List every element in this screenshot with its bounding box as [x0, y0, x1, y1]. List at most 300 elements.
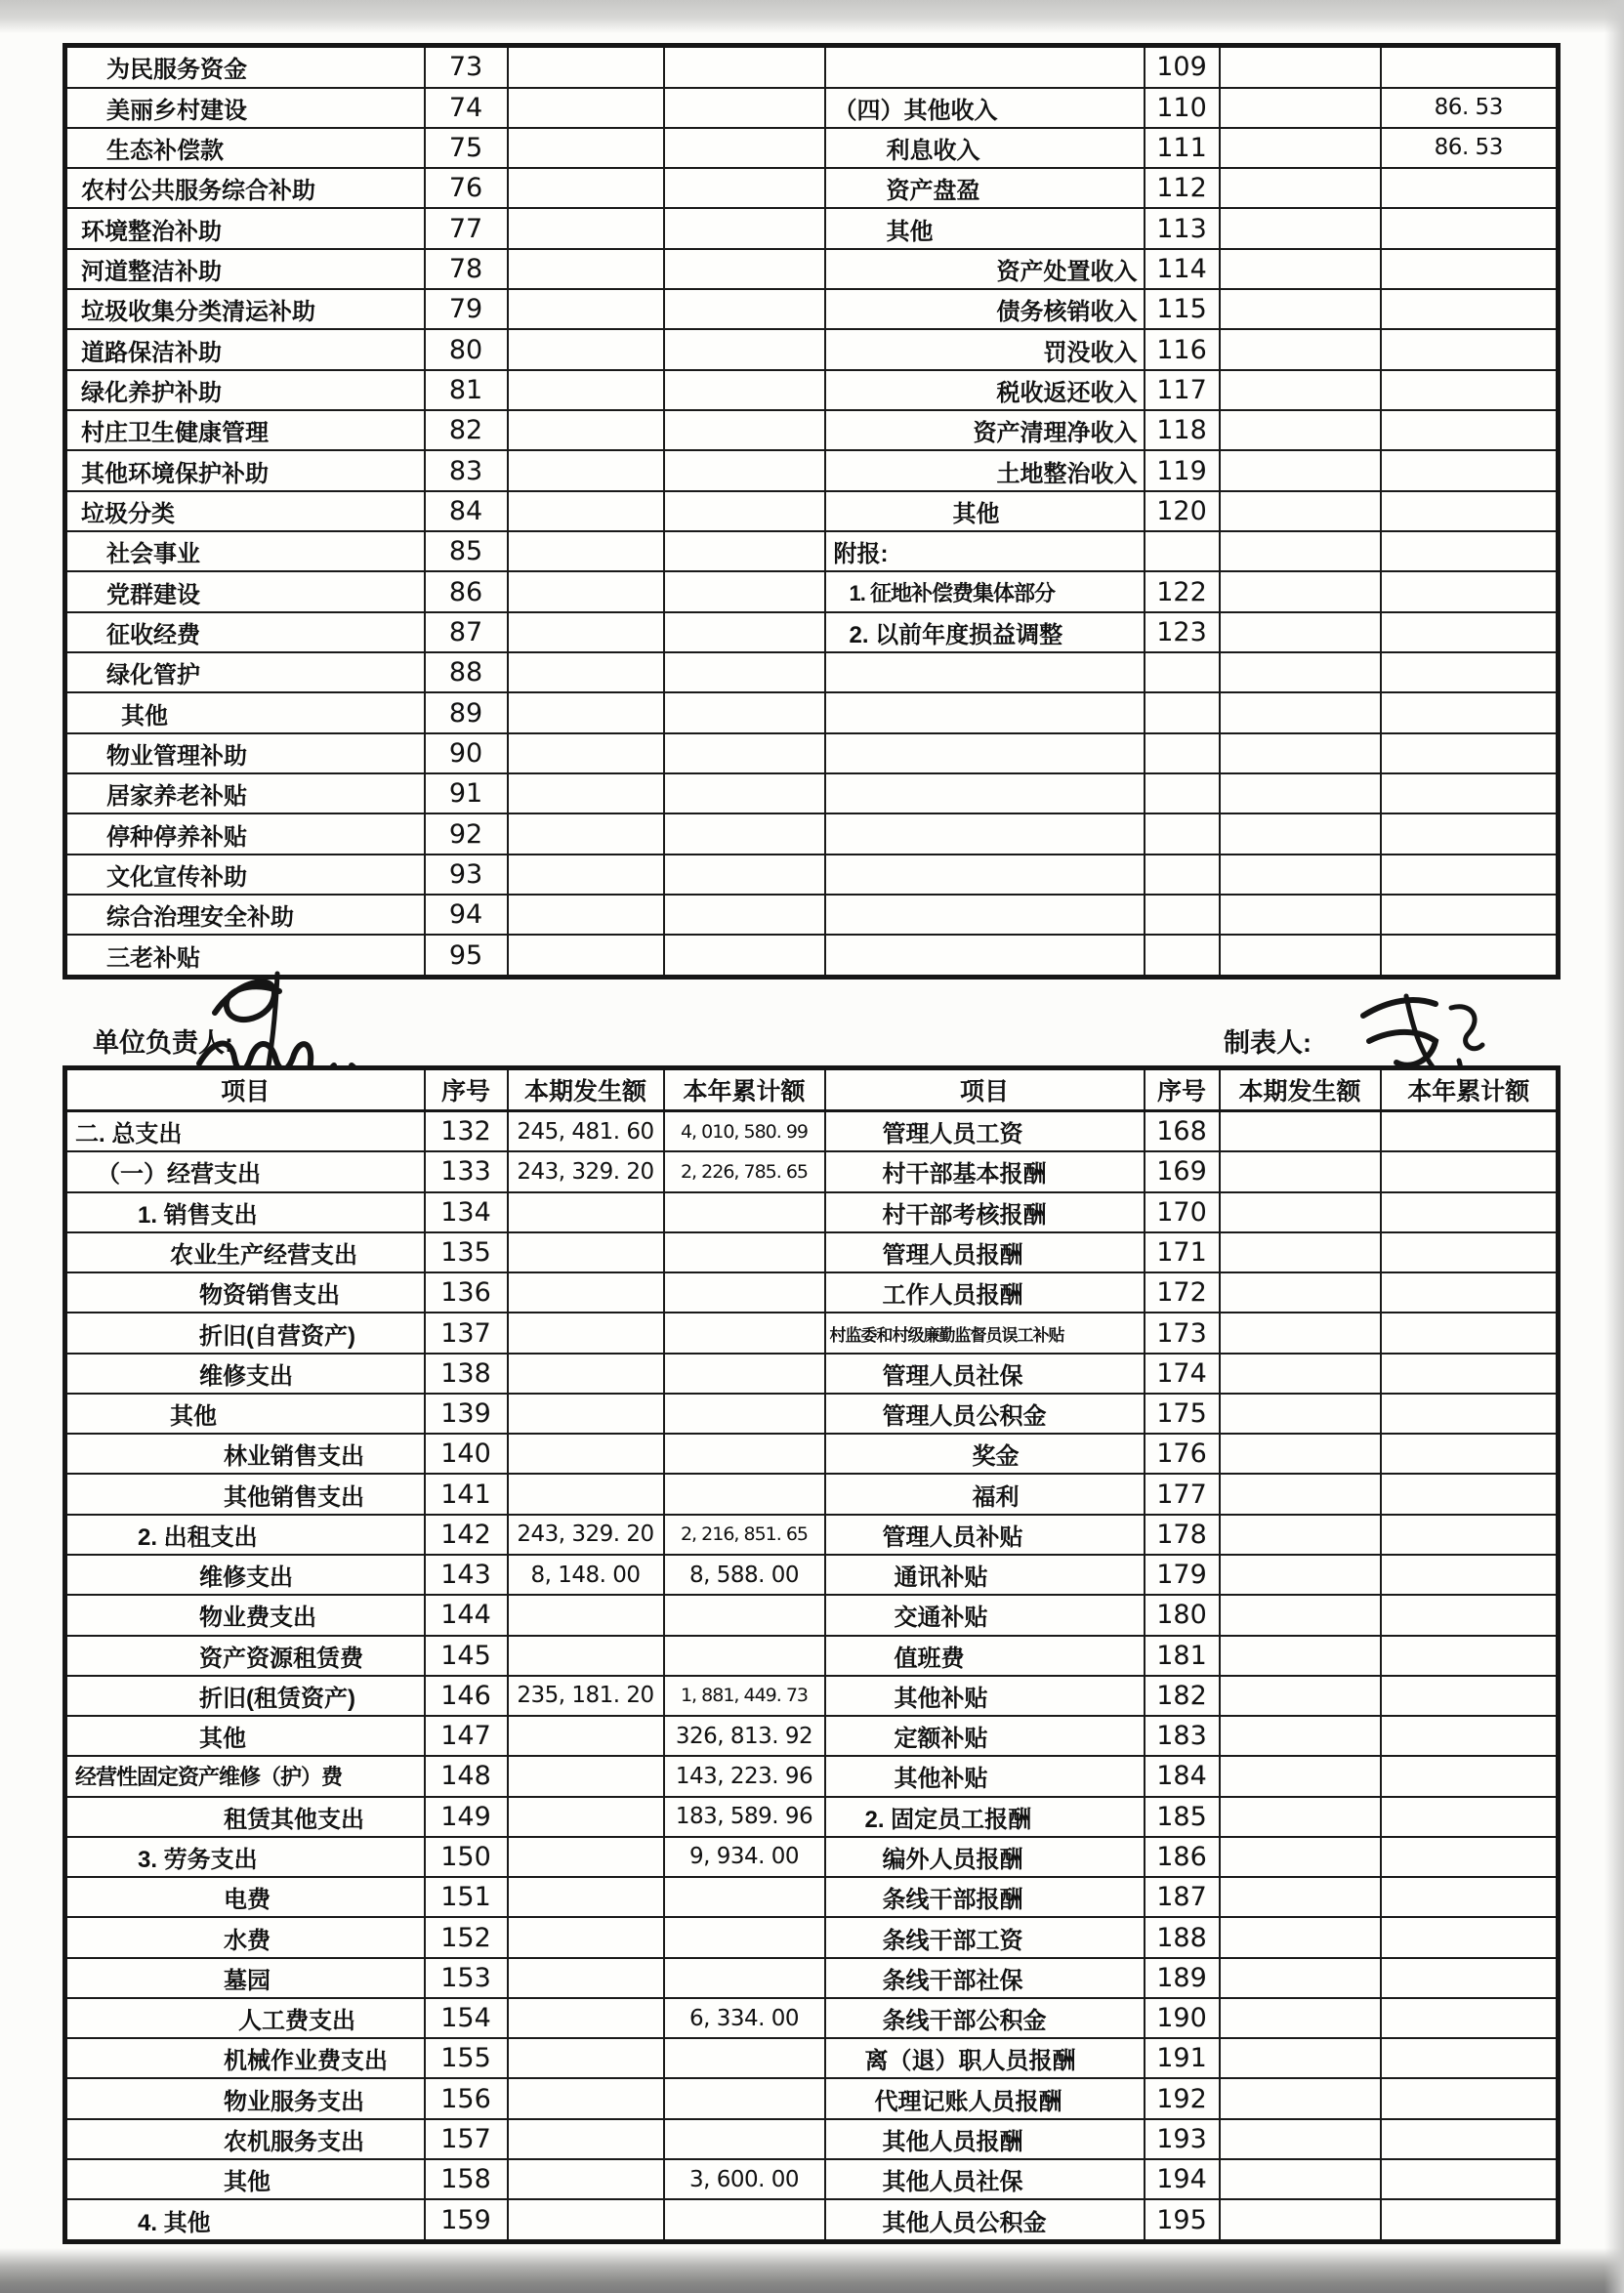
ytd-amount-cell: 9, 934. 00 [664, 1837, 825, 1877]
ytd-amount-cell: 86. 53 [1381, 128, 1559, 168]
table-row [65, 855, 1559, 895]
current-amount-cell [508, 773, 664, 813]
current-amount-cell [508, 1756, 664, 1796]
ytd-amount-cell [664, 1474, 825, 1514]
ytd-amount-cell [664, 2038, 825, 2078]
item-label-cell: 福利 [825, 1474, 1145, 1514]
item-label-cell: 经营性固定资产维修（护）费 [65, 1756, 425, 1796]
table-row [65, 1797, 1559, 1837]
item-label-cell: 折旧(自营资产) [65, 1313, 425, 1353]
seq-cell: 153 [425, 1958, 508, 1998]
seq-cell: 152 [425, 1917, 508, 1957]
current-amount-cell [508, 410, 664, 450]
ytd-amount-cell [1381, 692, 1559, 732]
item-label-cell: 其他补贴 [825, 1756, 1145, 1796]
table-row [65, 370, 1559, 410]
item-label-cell: 资产清理净收入 [825, 410, 1145, 450]
item-label-cell [825, 935, 1145, 977]
seq-cell: 178 [1145, 1515, 1220, 1555]
current-amount-cell [508, 2119, 664, 2159]
ytd-amount-cell [1381, 1111, 1559, 1152]
current-amount-cell [508, 1877, 664, 1917]
current-amount-cell [508, 249, 664, 289]
expense-table [62, 1065, 1561, 2244]
current-amount-cell: 243, 329. 20 [508, 1151, 664, 1191]
seq-cell: 176 [1145, 1434, 1220, 1474]
page-right-scan-edge [1604, 0, 1624, 2293]
ytd-amount-cell [1381, 450, 1559, 490]
current-amount-cell [508, 813, 664, 854]
seq-cell: 180 [1145, 1595, 1220, 1635]
item-label-cell: 3. 劳务支出 [65, 1837, 425, 1877]
ytd-amount-cell [1381, 935, 1559, 977]
table-row [65, 1151, 1559, 1191]
ytd-amount-cell [1381, 208, 1559, 248]
current-amount-cell [1220, 1313, 1381, 1353]
seq-cell: 179 [1145, 1555, 1220, 1595]
ytd-amount-cell [664, 370, 825, 410]
seq-cell: 90 [425, 733, 508, 773]
item-label-cell: 管理人员报酬 [825, 1232, 1145, 1272]
item-label-cell: 2. 固定员工报酬 [825, 1797, 1145, 1837]
current-amount-cell [1220, 1958, 1381, 1998]
item-label-cell: 定额补贴 [825, 1716, 1145, 1756]
table-row [65, 531, 1559, 571]
current-amount-cell [1220, 450, 1381, 490]
seq-cell: 171 [1145, 1232, 1220, 1272]
seq-cell: 93 [425, 855, 508, 895]
current-amount-cell [508, 1272, 664, 1313]
table-row [65, 1877, 1559, 1917]
ytd-amount-cell [1381, 1272, 1559, 1313]
item-label-cell: 村监委和村级廉勤监督员误工补贴 [825, 1313, 1145, 1353]
ytd-amount-cell [664, 168, 825, 208]
ytd-amount-cell [1381, 855, 1559, 895]
ytd-amount-cell [664, 1917, 825, 1957]
current-amount-cell [1220, 2038, 1381, 2078]
current-amount-cell [508, 1837, 664, 1877]
ytd-amount-cell [1381, 249, 1559, 289]
ytd-amount-cell [664, 652, 825, 692]
column-header-item: 项目 [825, 1068, 1145, 1111]
ytd-amount-cell [664, 531, 825, 571]
current-amount-cell [508, 612, 664, 652]
current-amount-cell [1220, 813, 1381, 854]
seq-cell: 192 [1145, 2078, 1220, 2118]
column-header-seq: 序号 [1145, 1068, 1220, 1111]
seq-cell: 137 [425, 1313, 508, 1353]
seq-cell: 185 [1145, 1797, 1220, 1837]
table-row [65, 1394, 1559, 1434]
seq-cell: 77 [425, 208, 508, 248]
table-row [65, 1555, 1559, 1595]
item-label-cell: 社会事业 [65, 531, 425, 571]
ytd-amount-cell [1381, 1636, 1559, 1676]
ytd-amount-cell [1381, 491, 1559, 531]
ytd-amount-cell [664, 329, 825, 369]
ytd-amount-cell [664, 895, 825, 935]
item-label-cell: 债务核销收入 [825, 289, 1145, 329]
current-amount-cell [1220, 1394, 1381, 1434]
seq-cell: 123 [1145, 612, 1220, 652]
ytd-amount-cell [1381, 1998, 1559, 2038]
current-amount-cell [508, 2038, 664, 2078]
item-label-cell [825, 652, 1145, 692]
table-row [65, 1434, 1559, 1474]
item-label-cell: 值班费 [825, 1636, 1145, 1676]
item-label-cell: 2. 以前年度损益调整 [825, 612, 1145, 652]
current-amount-cell [508, 733, 664, 773]
ytd-amount-cell [664, 208, 825, 248]
ytd-amount-cell [664, 289, 825, 329]
current-amount-cell [1220, 1756, 1381, 1796]
table-row [65, 128, 1559, 168]
current-amount-cell [1220, 329, 1381, 369]
seq-cell: 110 [1145, 88, 1220, 128]
item-label-cell: 资产资源租赁费 [65, 1636, 425, 1676]
item-label-cell: 其他环境保护补助 [65, 450, 425, 490]
current-amount-cell [508, 450, 664, 490]
item-label-cell: 物业服务支出 [65, 2078, 425, 2118]
seq-cell: 138 [425, 1354, 508, 1394]
column-header-item: 项目 [65, 1068, 425, 1111]
item-label-cell: 管理人员公积金 [825, 1394, 1145, 1434]
item-label-cell: （四）其他收入 [825, 88, 1145, 128]
item-label-cell: 环境整治补助 [65, 208, 425, 248]
item-label-cell: 其他 [825, 208, 1145, 248]
ytd-amount-cell: 2, 226, 785. 65 [664, 1151, 825, 1191]
ytd-amount-cell [1381, 329, 1559, 369]
table-row [65, 1595, 1559, 1635]
item-label-cell: 资产处置收入 [825, 249, 1145, 289]
table-row [65, 1958, 1559, 1998]
item-label-cell: 绿化管护 [65, 652, 425, 692]
column-header-ytd: 本年累计额 [1381, 1068, 1559, 1111]
ytd-amount-cell [1381, 652, 1559, 692]
item-label-cell: 利息收入 [825, 128, 1145, 168]
current-amount-cell: 8, 148. 00 [508, 1555, 664, 1595]
item-label-cell [825, 813, 1145, 854]
ytd-amount-cell [664, 612, 825, 652]
current-amount-cell [508, 1192, 664, 1232]
ytd-amount-cell [664, 733, 825, 773]
ytd-amount-cell [1381, 813, 1559, 854]
seq-cell: 79 [425, 289, 508, 329]
ytd-amount-cell: 3, 600. 00 [664, 2159, 825, 2199]
ytd-amount-cell [664, 1272, 825, 1313]
item-label-cell: 其他人员社保 [825, 2159, 1145, 2199]
current-amount-cell [1220, 1434, 1381, 1474]
item-label-cell: 为民服务资金 [65, 46, 425, 88]
item-label-cell: 美丽乡村建设 [65, 88, 425, 128]
seq-cell: 136 [425, 1272, 508, 1313]
table-row [65, 1837, 1559, 1877]
item-label-cell: 离（退）职人员报酬 [825, 2038, 1145, 2078]
item-label-cell: 党群建设 [65, 571, 425, 611]
responsible-person-label: 单位负责人: [93, 1028, 233, 1058]
seq-cell: 92 [425, 813, 508, 854]
item-label-cell: 其他人员公积金 [825, 2199, 1145, 2241]
seq-cell: 188 [1145, 1917, 1220, 1957]
item-label-cell: 奖金 [825, 1434, 1145, 1474]
seq-cell: 172 [1145, 1272, 1220, 1313]
seq-cell: 157 [425, 2119, 508, 2159]
current-amount-cell [508, 1474, 664, 1514]
item-label-cell: 农业生产经营支出 [65, 1232, 425, 1272]
ytd-amount-cell [664, 773, 825, 813]
item-label-cell: 绿化养护补助 [65, 370, 425, 410]
table-row [65, 410, 1559, 450]
seq-cell: 133 [425, 1151, 508, 1191]
seq-cell: 80 [425, 329, 508, 369]
current-amount-cell [1220, 1837, 1381, 1877]
ytd-amount-cell [664, 1595, 825, 1635]
seq-cell: 140 [425, 1434, 508, 1474]
seq-cell: 119 [1145, 450, 1220, 490]
item-label-cell: 1. 征地补偿费集体部分 [825, 571, 1145, 611]
current-amount-cell [1220, 168, 1381, 208]
item-label-cell: 村干部基本报酬 [825, 1151, 1145, 1191]
ytd-amount-cell [1381, 1313, 1559, 1353]
ytd-amount-cell [664, 1192, 825, 1232]
table-row [65, 1192, 1559, 1232]
ytd-amount-cell [1381, 1958, 1559, 1998]
ytd-amount-cell [1381, 571, 1559, 611]
ytd-amount-cell [664, 2119, 825, 2159]
ytd-amount-cell [1381, 895, 1559, 935]
seq-cell: 73 [425, 46, 508, 88]
current-amount-cell [1220, 410, 1381, 450]
seq-cell: 146 [425, 1676, 508, 1716]
seq-cell: 82 [425, 410, 508, 450]
seq-cell: 113 [1145, 208, 1220, 248]
ytd-amount-cell [664, 450, 825, 490]
ytd-amount-cell [664, 1636, 825, 1676]
ytd-amount-cell: 6, 334. 00 [664, 1998, 825, 2038]
seq-cell: 186 [1145, 1837, 1220, 1877]
seq-cell: 190 [1145, 1998, 1220, 2038]
current-amount-cell [508, 855, 664, 895]
current-amount-cell [508, 1917, 664, 1957]
current-amount-cell [508, 1394, 664, 1434]
seq-cell: 141 [425, 1474, 508, 1514]
item-label-cell: 条线干部工资 [825, 1917, 1145, 1957]
table-row [65, 813, 1559, 854]
seq-cell: 189 [1145, 1958, 1220, 1998]
current-amount-cell: 243, 329. 20 [508, 1515, 664, 1555]
item-label-cell: 垃圾分类 [65, 491, 425, 531]
current-amount-cell [508, 1797, 664, 1837]
current-amount-cell [508, 1232, 664, 1272]
ytd-amount-cell [1381, 2119, 1559, 2159]
item-label-cell: 河道整洁补助 [65, 249, 425, 289]
item-label-cell: 垃圾收集分类清运补助 [65, 289, 425, 329]
seq-cell: 159 [425, 2199, 508, 2241]
ytd-amount-cell [1381, 168, 1559, 208]
item-label-cell [825, 773, 1145, 813]
current-amount-cell [508, 168, 664, 208]
current-amount-cell [508, 895, 664, 935]
ytd-amount-cell: 4, 010, 580. 99 [664, 1111, 825, 1152]
item-label-cell: 1. 销售支出 [65, 1192, 425, 1232]
ytd-amount-cell [664, 692, 825, 732]
item-label-cell: 其他 [65, 692, 425, 732]
item-label-cell: 土地整治收入 [825, 450, 1145, 490]
item-label-cell [825, 895, 1145, 935]
ytd-amount-cell [1381, 1595, 1559, 1635]
page-bottom-scan-edge [0, 2248, 1624, 2293]
ytd-amount-cell [664, 935, 825, 977]
expense-table-header-row [65, 1068, 1559, 1111]
current-amount-cell [1220, 1111, 1381, 1152]
seq-cell: 95 [425, 935, 508, 977]
ytd-amount-cell [1381, 410, 1559, 450]
item-label-cell: 维修支出 [65, 1555, 425, 1595]
table-row [65, 88, 1559, 128]
seq-cell: 112 [1145, 168, 1220, 208]
current-amount-cell [1220, 652, 1381, 692]
ytd-amount-cell [664, 491, 825, 531]
seq-cell [1145, 733, 1220, 773]
seq-cell: 156 [425, 2078, 508, 2118]
current-amount-cell [1220, 1232, 1381, 1272]
seq-cell: 85 [425, 531, 508, 571]
item-label-cell: 4. 其他 [65, 2199, 425, 2241]
table-row [65, 1515, 1559, 1555]
seq-cell: 181 [1145, 1636, 1220, 1676]
ytd-amount-cell [1381, 612, 1559, 652]
seq-cell: 118 [1145, 410, 1220, 450]
item-label-cell: 水费 [65, 1917, 425, 1957]
item-label-cell: 征收经费 [65, 612, 425, 652]
seq-cell: 148 [425, 1756, 508, 1796]
table-row [65, 733, 1559, 773]
seq-cell: 174 [1145, 1354, 1220, 1394]
ytd-amount-cell [664, 571, 825, 611]
seq-cell: 76 [425, 168, 508, 208]
ytd-amount-cell [1381, 289, 1559, 329]
item-label-cell [825, 692, 1145, 732]
current-amount-cell [1220, 1676, 1381, 1716]
table-row [65, 1676, 1559, 1716]
current-amount-cell [508, 370, 664, 410]
item-label-cell: 综合治理安全补助 [65, 895, 425, 935]
current-amount-cell [1220, 1998, 1381, 2038]
seq-cell: 182 [1145, 1676, 1220, 1716]
item-label-cell: 村干部考核报酬 [825, 1192, 1145, 1232]
seq-cell: 84 [425, 491, 508, 531]
current-amount-cell: 235, 181. 20 [508, 1676, 664, 1716]
ytd-amount-cell [1381, 1877, 1559, 1917]
table-row [65, 289, 1559, 329]
item-label-cell: 其他销售支出 [65, 1474, 425, 1514]
table-row [65, 208, 1559, 248]
ytd-amount-cell [664, 1354, 825, 1394]
ytd-amount-cell [664, 46, 825, 88]
item-label-cell: 墓园 [65, 1958, 425, 1998]
table-row [65, 1636, 1559, 1676]
seq-cell: 175 [1145, 1394, 1220, 1434]
item-label-cell: 生态补偿款 [65, 128, 425, 168]
table-row [65, 2159, 1559, 2199]
table-row [65, 2078, 1559, 2118]
item-label-cell: 管理人员补贴 [825, 1515, 1145, 1555]
item-label-cell: 其他 [65, 1394, 425, 1434]
ytd-amount-cell: 2, 216, 851. 65 [664, 1515, 825, 1555]
current-amount-cell [1220, 1354, 1381, 1394]
column-header-ytd: 本年累计额 [664, 1068, 825, 1111]
item-label-cell: 居家养老补贴 [65, 773, 425, 813]
seq-cell: 87 [425, 612, 508, 652]
seq-cell: 94 [425, 895, 508, 935]
seq-cell: 83 [425, 450, 508, 490]
seq-cell: 170 [1145, 1192, 1220, 1232]
current-amount-cell [1220, 895, 1381, 935]
seq-cell: 114 [1145, 249, 1220, 289]
seq-cell: 158 [425, 2159, 508, 2199]
current-amount-cell [508, 1998, 664, 2038]
item-label-cell: 条线干部社保 [825, 1958, 1145, 1998]
seq-cell [1145, 652, 1220, 692]
ytd-amount-cell [1381, 733, 1559, 773]
current-amount-cell [508, 1716, 664, 1756]
seq-cell [1145, 895, 1220, 935]
ytd-amount-cell [1381, 1192, 1559, 1232]
ytd-amount-cell [1381, 2199, 1559, 2241]
seq-cell: 147 [425, 1716, 508, 1756]
current-amount-cell [508, 1958, 664, 1998]
seq-cell: 115 [1145, 289, 1220, 329]
ytd-amount-cell [1381, 1917, 1559, 1957]
preparer-label: 制表人: [1224, 1028, 1312, 1058]
ytd-amount-cell [1381, 2038, 1559, 2078]
current-amount-cell [508, 2199, 664, 2241]
current-amount-cell [508, 329, 664, 369]
item-label-cell: 村庄卫生健康管理 [65, 410, 425, 450]
current-amount-cell [1220, 571, 1381, 611]
seq-cell: 74 [425, 88, 508, 128]
table-row [65, 1474, 1559, 1514]
item-label-cell [825, 46, 1145, 88]
ytd-amount-cell [664, 1434, 825, 1474]
current-amount-cell [1220, 1272, 1381, 1313]
ytd-amount-cell [1381, 370, 1559, 410]
current-amount-cell [508, 571, 664, 611]
current-amount-cell [1220, 128, 1381, 168]
current-amount-cell [1220, 249, 1381, 289]
seq-cell: 193 [1145, 2119, 1220, 2159]
ytd-amount-cell: 183, 589. 96 [664, 1797, 825, 1837]
ytd-amount-cell [1381, 773, 1559, 813]
ytd-amount-cell [664, 1958, 825, 1998]
current-amount-cell [508, 46, 664, 88]
current-amount-cell [508, 1354, 664, 1394]
table-row [65, 1998, 1559, 2038]
current-amount-cell [508, 692, 664, 732]
current-amount-cell [508, 1313, 664, 1353]
item-label-cell [825, 733, 1145, 773]
ytd-amount-cell [664, 813, 825, 854]
item-label-cell: 物资销售支出 [65, 1272, 425, 1313]
seq-cell [1145, 531, 1220, 571]
table-row [65, 692, 1559, 732]
item-label-cell: 林业销售支出 [65, 1434, 425, 1474]
seq-cell: 139 [425, 1394, 508, 1434]
seq-cell: 195 [1145, 2199, 1220, 2241]
seq-cell: 109 [1145, 46, 1220, 88]
ytd-amount-cell: 326, 813. 92 [664, 1716, 825, 1756]
seq-cell: 145 [425, 1636, 508, 1676]
